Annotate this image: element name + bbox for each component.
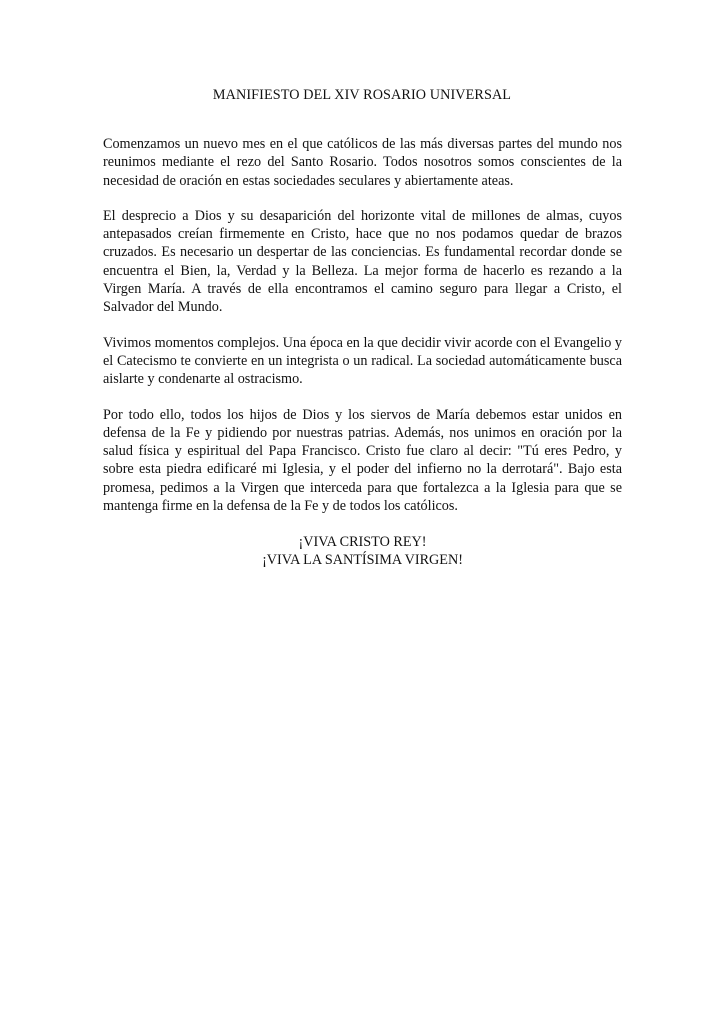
document-title: MANIFIESTO DEL XIV ROSARIO UNIVERSAL [212, 87, 512, 103]
document-body [103, 135, 622, 569]
paragraph-unity: Por todo ello, todos los hijos de Dios y los siervos de María debemos estar unidos en defensa de la Fe y pidiendo por nuestras patrias. Además, nos unimos en oración por la salud física y espiritual del Papa Francisco. Cristo fue claro al decir: "Tú eres Pedro, y sobre esta piedra edificaré mi Iglesia, y el poder del infierno no la derrotará". Bajo esta promesa, pedimos a la Virgen que interceda para que fortalezca a la Iglesia para que se mantenga firme en la defensa de la Fe y de todos los católicos. [103, 406, 622, 515]
paragraph-complex-times: Vivimos momentos complejos. Una época en la que decidir vivir acorde con el Evangelio y el Catecismo te convierte en un integrista o un radical. La sociedad automáticamente busca aislarte y condenarte al ostracismo. [103, 334, 622, 388]
closing-line-cristo-rey: ¡VIVA CRISTO REY! [298, 534, 427, 551]
paragraph-contempt: El desprecio a Dios y su desaparición del horizonte vital de millones de almas, cuyos antepasados creían firmemente en Cristo, hace que no nos podamos quedar de brazos cruzados. Es necesario un despertar de las conciencias. Es fundamental recordar donde se encuentra el Bien, la, Verdad y la Belleza. La mejor forma de hacerlo es rezando a la Virgen María. A través de ella encontramos el camino seguro para llegar a Cristo, el Salvador del Mundo. [103, 207, 622, 316]
paragraph-intro: Comenzamos un nuevo mes en el que católicos de las más diversas partes del mundo nos reunimos mediante el rezo del Santo Rosario. Todos nosotros somos conscientes de la necesidad de oración en estas sociedades seculares y abiertamente ateas. [103, 136, 622, 189]
closing-line-virgen: ¡VIVA LA SANTÍSIMA VIRGEN! [262, 552, 463, 569]
closing-acclamations [103, 533, 622, 569]
